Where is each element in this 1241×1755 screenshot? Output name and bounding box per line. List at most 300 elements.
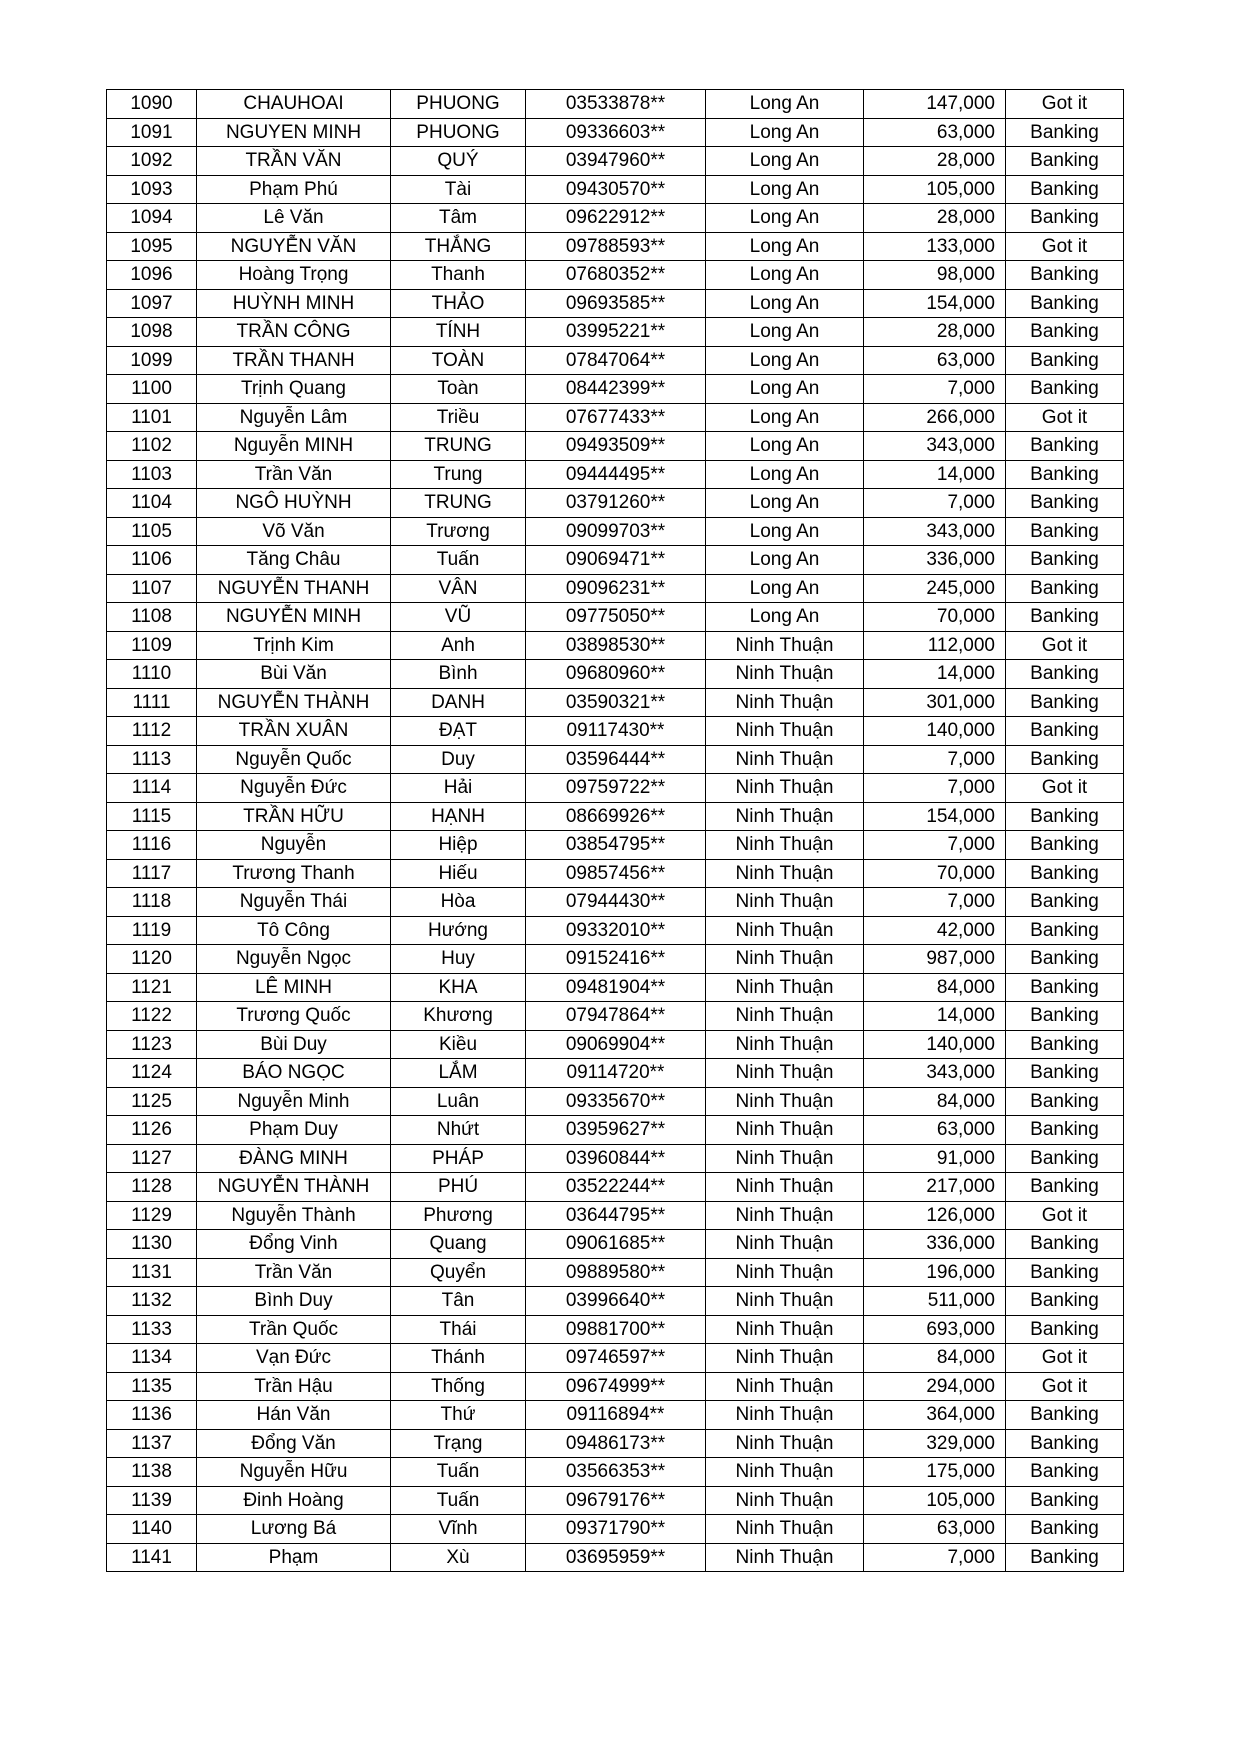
table-row <box>107 888 1124 917</box>
table-row <box>107 1030 1124 1059</box>
province-cell: Long An <box>706 574 864 603</box>
table-row <box>107 660 1124 689</box>
row-number-cell: 1129 <box>107 1201 197 1230</box>
first-name-cell: Khương <box>391 1002 526 1031</box>
first-name-cell: THẮNG <box>391 232 526 261</box>
row-number-cell: 1134 <box>107 1344 197 1373</box>
first-name-cell: Hòa <box>391 888 526 917</box>
phone-cell: 09674999** <box>526 1372 706 1401</box>
table-row <box>107 1458 1124 1487</box>
last-name-cell: Võ Văn <box>197 517 391 546</box>
payment-method-cell: Got it <box>1006 1201 1124 1230</box>
row-number-cell: 1118 <box>107 888 197 917</box>
province-cell: Ninh Thuận <box>706 660 864 689</box>
last-name-cell: Nguyễn Thái <box>197 888 391 917</box>
province-cell: Ninh Thuận <box>706 774 864 803</box>
first-name-cell: PHÚ <box>391 1173 526 1202</box>
last-name-cell: Trần Hậu <box>197 1372 391 1401</box>
payment-method-cell: Banking <box>1006 945 1124 974</box>
payment-method-cell: Banking <box>1006 318 1124 347</box>
amount-cell: 7,000 <box>864 774 1006 803</box>
table-row <box>107 204 1124 233</box>
table-row <box>107 1087 1124 1116</box>
payment-method-cell: Banking <box>1006 517 1124 546</box>
table-row <box>107 802 1124 831</box>
table-row <box>107 1201 1124 1230</box>
row-number-cell: 1131 <box>107 1258 197 1287</box>
first-name-cell: DANH <box>391 688 526 717</box>
first-name-cell: KHA <box>391 973 526 1002</box>
payment-method-cell: Banking <box>1006 688 1124 717</box>
first-name-cell: Tuấn <box>391 1486 526 1515</box>
province-cell: Long An <box>706 204 864 233</box>
row-number-cell: 1101 <box>107 403 197 432</box>
row-number-cell: 1112 <box>107 717 197 746</box>
amount-cell: 154,000 <box>864 289 1006 318</box>
province-cell: Ninh Thuận <box>706 1287 864 1316</box>
last-name-cell: Nguyễn Đức <box>197 774 391 803</box>
row-number-cell: 1116 <box>107 831 197 860</box>
payment-method-cell: Banking <box>1006 1401 1124 1430</box>
first-name-cell: Tuấn <box>391 546 526 575</box>
payment-method-cell: Banking <box>1006 1287 1124 1316</box>
phone-cell: 09881700** <box>526 1315 706 1344</box>
province-cell: Ninh Thuận <box>706 1429 864 1458</box>
last-name-cell: Phạm Phú <box>197 175 391 204</box>
first-name-cell: THẢO <box>391 289 526 318</box>
first-name-cell: Xù <box>391 1543 526 1572</box>
last-name-cell: Đổng Vinh <box>197 1230 391 1259</box>
phone-cell: 08669926** <box>526 802 706 831</box>
amount-cell: 329,000 <box>864 1429 1006 1458</box>
last-name-cell: TRẦN CÔNG <box>197 318 391 347</box>
first-name-cell: Huy <box>391 945 526 974</box>
table-row <box>107 1429 1124 1458</box>
payment-method-cell: Banking <box>1006 289 1124 318</box>
province-cell: Ninh Thuận <box>706 1116 864 1145</box>
first-name-cell: Kiều <box>391 1030 526 1059</box>
amount-cell: 364,000 <box>864 1401 1006 1430</box>
phone-cell: 09693585** <box>526 289 706 318</box>
phone-cell: 03960844** <box>526 1144 706 1173</box>
last-name-cell: TRẦN HỮU <box>197 802 391 831</box>
phone-cell: 09117430** <box>526 717 706 746</box>
amount-cell: 84,000 <box>864 973 1006 1002</box>
payment-method-cell: Banking <box>1006 831 1124 860</box>
amount-cell: 112,000 <box>864 631 1006 660</box>
payment-method-cell: Banking <box>1006 204 1124 233</box>
payment-method-cell: Banking <box>1006 346 1124 375</box>
province-cell: Ninh Thuận <box>706 1543 864 1572</box>
province-cell: Ninh Thuận <box>706 973 864 1002</box>
amount-cell: 266,000 <box>864 403 1006 432</box>
payment-method-cell: Banking <box>1006 859 1124 888</box>
amount-cell: 63,000 <box>864 1116 1006 1145</box>
payment-method-cell: Got it <box>1006 403 1124 432</box>
province-cell: Ninh Thuận <box>706 1059 864 1088</box>
amount-cell: 343,000 <box>864 517 1006 546</box>
phone-cell: 03566353** <box>526 1458 706 1487</box>
row-number-cell: 1109 <box>107 631 197 660</box>
payment-method-cell: Banking <box>1006 1258 1124 1287</box>
table-row <box>107 631 1124 660</box>
amount-cell: 343,000 <box>864 432 1006 461</box>
row-number-cell: 1122 <box>107 1002 197 1031</box>
amount-cell: 140,000 <box>864 717 1006 746</box>
payment-method-cell: Banking <box>1006 745 1124 774</box>
row-number-cell: 1114 <box>107 774 197 803</box>
province-cell: Long An <box>706 118 864 147</box>
phone-cell: 09114720** <box>526 1059 706 1088</box>
row-number-cell: 1117 <box>107 859 197 888</box>
first-name-cell: LẮM <box>391 1059 526 1088</box>
amount-cell: 336,000 <box>864 546 1006 575</box>
table-row <box>107 945 1124 974</box>
payment-method-cell: Banking <box>1006 1486 1124 1515</box>
province-cell: Long An <box>706 90 864 119</box>
payment-method-cell: Banking <box>1006 660 1124 689</box>
last-name-cell: Nguyễn MINH <box>197 432 391 461</box>
first-name-cell: Thống <box>391 1372 526 1401</box>
amount-cell: 245,000 <box>864 574 1006 603</box>
phone-cell: 03522244** <box>526 1173 706 1202</box>
first-name-cell: Hải <box>391 774 526 803</box>
table-row <box>107 1401 1124 1430</box>
province-cell: Long An <box>706 517 864 546</box>
last-name-cell: Trương Thanh <box>197 859 391 888</box>
last-name-cell: Hán Văn <box>197 1401 391 1430</box>
province-cell: Long An <box>706 546 864 575</box>
row-number-cell: 1115 <box>107 802 197 831</box>
table-row <box>107 717 1124 746</box>
last-name-cell: Nguyễn Minh <box>197 1087 391 1116</box>
phone-cell: 09096231** <box>526 574 706 603</box>
phone-cell: 09481904** <box>526 973 706 1002</box>
last-name-cell: TRẦN VĂN <box>197 147 391 176</box>
first-name-cell: Trung <box>391 460 526 489</box>
province-cell: Ninh Thuận <box>706 631 864 660</box>
payment-method-cell: Banking <box>1006 175 1124 204</box>
last-name-cell: TRẦN XUÂN <box>197 717 391 746</box>
table-row <box>107 175 1124 204</box>
amount-cell: 42,000 <box>864 916 1006 945</box>
payment-method-cell: Banking <box>1006 375 1124 404</box>
amount-cell: 63,000 <box>864 1515 1006 1544</box>
phone-cell: 03644795** <box>526 1201 706 1230</box>
province-cell: Ninh Thuận <box>706 688 864 717</box>
phone-cell: 09152416** <box>526 945 706 974</box>
phone-cell: 09061685** <box>526 1230 706 1259</box>
row-number-cell: 1139 <box>107 1486 197 1515</box>
table-row <box>107 1173 1124 1202</box>
last-name-cell: Nguyễn Thành <box>197 1201 391 1230</box>
province-cell: Ninh Thuận <box>706 1144 864 1173</box>
payment-method-cell: Banking <box>1006 916 1124 945</box>
payment-method-cell: Banking <box>1006 717 1124 746</box>
first-name-cell: Tài <box>391 175 526 204</box>
province-cell: Long An <box>706 175 864 204</box>
last-name-cell: Đổng Văn <box>197 1429 391 1458</box>
row-number-cell: 1102 <box>107 432 197 461</box>
phone-cell: 03854795** <box>526 831 706 860</box>
table-row <box>107 831 1124 860</box>
row-number-cell: 1130 <box>107 1230 197 1259</box>
amount-cell: 28,000 <box>864 147 1006 176</box>
first-name-cell: PHUONG <box>391 90 526 119</box>
row-number-cell: 1124 <box>107 1059 197 1088</box>
amount-cell: 70,000 <box>864 859 1006 888</box>
amount-cell: 133,000 <box>864 232 1006 261</box>
row-number-cell: 1138 <box>107 1458 197 1487</box>
phone-cell: 08442399** <box>526 375 706 404</box>
amount-cell: 196,000 <box>864 1258 1006 1287</box>
row-number-cell: 1108 <box>107 603 197 632</box>
table-row <box>107 1059 1124 1088</box>
province-cell: Ninh Thuận <box>706 916 864 945</box>
last-name-cell: TRẦN THANH <box>197 346 391 375</box>
amount-cell: 105,000 <box>864 175 1006 204</box>
province-cell: Ninh Thuận <box>706 888 864 917</box>
last-name-cell: NGUYỄN THANH <box>197 574 391 603</box>
first-name-cell: Luân <box>391 1087 526 1116</box>
phone-cell: 09889580** <box>526 1258 706 1287</box>
row-number-cell: 1098 <box>107 318 197 347</box>
payment-method-cell: Got it <box>1006 232 1124 261</box>
first-name-cell: Trạng <box>391 1429 526 1458</box>
table-row <box>107 318 1124 347</box>
payment-method-cell: Banking <box>1006 1116 1124 1145</box>
row-number-cell: 1093 <box>107 175 197 204</box>
payment-method-cell: Banking <box>1006 546 1124 575</box>
winners-table <box>106 89 1124 1572</box>
table-row <box>107 688 1124 717</box>
row-number-cell: 1113 <box>107 745 197 774</box>
amount-cell: 217,000 <box>864 1173 1006 1202</box>
province-cell: Long An <box>706 261 864 290</box>
row-number-cell: 1119 <box>107 916 197 945</box>
payment-method-cell: Banking <box>1006 1087 1124 1116</box>
phone-cell: 03959627** <box>526 1116 706 1145</box>
province-cell: Long An <box>706 147 864 176</box>
row-number-cell: 1133 <box>107 1315 197 1344</box>
row-number-cell: 1132 <box>107 1287 197 1316</box>
payment-method-cell: Banking <box>1006 460 1124 489</box>
first-name-cell: Toàn <box>391 375 526 404</box>
payment-method-cell: Banking <box>1006 147 1124 176</box>
province-cell: Ninh Thuận <box>706 1315 864 1344</box>
payment-method-cell: Banking <box>1006 574 1124 603</box>
table-row <box>107 403 1124 432</box>
table-row <box>107 232 1124 261</box>
phone-cell: 03590321** <box>526 688 706 717</box>
amount-cell: 301,000 <box>864 688 1006 717</box>
phone-cell: 09099703** <box>526 517 706 546</box>
table-row <box>107 289 1124 318</box>
payment-method-cell: Banking <box>1006 1515 1124 1544</box>
row-number-cell: 1107 <box>107 574 197 603</box>
phone-cell: 09332010** <box>526 916 706 945</box>
table-row <box>107 1002 1124 1031</box>
last-name-cell: Tô Công <box>197 916 391 945</box>
last-name-cell: LÊ MINH <box>197 973 391 1002</box>
phone-cell: 03596444** <box>526 745 706 774</box>
payment-method-cell: Got it <box>1006 1372 1124 1401</box>
province-cell: Ninh Thuận <box>706 1344 864 1373</box>
first-name-cell: Anh <box>391 631 526 660</box>
province-cell: Ninh Thuận <box>706 859 864 888</box>
payment-method-cell: Banking <box>1006 1458 1124 1487</box>
first-name-cell: Triều <box>391 403 526 432</box>
last-name-cell: Lương Bá <box>197 1515 391 1544</box>
amount-cell: 7,000 <box>864 375 1006 404</box>
phone-cell: 09430570** <box>526 175 706 204</box>
phone-cell: 07680352** <box>526 261 706 290</box>
last-name-cell: Nguyễn Ngọc <box>197 945 391 974</box>
last-name-cell: Bùi Văn <box>197 660 391 689</box>
last-name-cell: Tăng Châu <box>197 546 391 575</box>
province-cell: Long An <box>706 489 864 518</box>
first-name-cell: Tuấn <box>391 1458 526 1487</box>
amount-cell: 105,000 <box>864 1486 1006 1515</box>
province-cell: Long An <box>706 432 864 461</box>
last-name-cell: HUỲNH MINH <box>197 289 391 318</box>
province-cell: Long An <box>706 375 864 404</box>
phone-cell: 09746597** <box>526 1344 706 1373</box>
row-number-cell: 1104 <box>107 489 197 518</box>
first-name-cell: TRUNG <box>391 432 526 461</box>
table-row <box>107 147 1124 176</box>
row-number-cell: 1103 <box>107 460 197 489</box>
amount-cell: 63,000 <box>864 346 1006 375</box>
payment-method-cell: Banking <box>1006 1230 1124 1259</box>
first-name-cell: Tân <box>391 1287 526 1316</box>
table-row <box>107 1515 1124 1544</box>
table-body <box>107 90 1124 1572</box>
province-cell: Ninh Thuận <box>706 1201 864 1230</box>
payment-method-cell: Banking <box>1006 1543 1124 1572</box>
amount-cell: 63,000 <box>864 118 1006 147</box>
row-number-cell: 1100 <box>107 375 197 404</box>
province-cell: Ninh Thuận <box>706 831 864 860</box>
table-row <box>107 574 1124 603</box>
province-cell: Ninh Thuận <box>706 745 864 774</box>
row-number-cell: 1106 <box>107 546 197 575</box>
province-cell: Long An <box>706 603 864 632</box>
province-cell: Ninh Thuận <box>706 1030 864 1059</box>
province-cell: Ninh Thuận <box>706 1486 864 1515</box>
last-name-cell: Phạm <box>197 1543 391 1572</box>
table-row <box>107 1258 1124 1287</box>
row-number-cell: 1123 <box>107 1030 197 1059</box>
last-name-cell: Trần Quốc <box>197 1315 391 1344</box>
row-number-cell: 1090 <box>107 90 197 119</box>
row-number-cell: 1127 <box>107 1144 197 1173</box>
amount-cell: 84,000 <box>864 1087 1006 1116</box>
payment-method-cell: Banking <box>1006 973 1124 1002</box>
payment-method-cell: Banking <box>1006 1144 1124 1173</box>
payment-method-cell: Banking <box>1006 432 1124 461</box>
phone-cell: 09444495** <box>526 460 706 489</box>
amount-cell: 7,000 <box>864 489 1006 518</box>
phone-cell: 09679176** <box>526 1486 706 1515</box>
amount-cell: 147,000 <box>864 90 1006 119</box>
province-cell: Ninh Thuận <box>706 1230 864 1259</box>
row-number-cell: 1110 <box>107 660 197 689</box>
payment-method-cell: Banking <box>1006 1030 1124 1059</box>
amount-cell: 343,000 <box>864 1059 1006 1088</box>
table-row <box>107 859 1124 888</box>
first-name-cell: TOÀN <box>391 346 526 375</box>
first-name-cell: ĐẠT <box>391 717 526 746</box>
amount-cell: 70,000 <box>864 603 1006 632</box>
first-name-cell: Vĩnh <box>391 1515 526 1544</box>
payment-method-cell: Banking <box>1006 603 1124 632</box>
first-name-cell: HẠNH <box>391 802 526 831</box>
province-cell: Ninh Thuận <box>706 717 864 746</box>
amount-cell: 693,000 <box>864 1315 1006 1344</box>
last-name-cell: Nguyễn Hữu <box>197 1458 391 1487</box>
amount-cell: 28,000 <box>864 318 1006 347</box>
payment-method-cell: Banking <box>1006 261 1124 290</box>
last-name-cell: Bùi Duy <box>197 1030 391 1059</box>
payment-method-cell: Banking <box>1006 1002 1124 1031</box>
last-name-cell: Trương Quốc <box>197 1002 391 1031</box>
province-cell: Long An <box>706 460 864 489</box>
phone-cell: 03695959** <box>526 1543 706 1572</box>
row-number-cell: 1095 <box>107 232 197 261</box>
phone-cell: 03898530** <box>526 631 706 660</box>
phone-cell: 03791260** <box>526 489 706 518</box>
amount-cell: 154,000 <box>864 802 1006 831</box>
last-name-cell: CHAUHOAI <box>197 90 391 119</box>
amount-cell: 336,000 <box>864 1230 1006 1259</box>
table-row <box>107 1486 1124 1515</box>
row-number-cell: 1140 <box>107 1515 197 1544</box>
amount-cell: 7,000 <box>864 831 1006 860</box>
row-number-cell: 1125 <box>107 1087 197 1116</box>
province-cell: Ninh Thuận <box>706 1515 864 1544</box>
table-row <box>107 1372 1124 1401</box>
phone-cell: 09116894** <box>526 1401 706 1430</box>
province-cell: Ninh Thuận <box>706 802 864 831</box>
payment-method-cell: Got it <box>1006 774 1124 803</box>
first-name-cell: Phương <box>391 1201 526 1230</box>
province-cell: Ninh Thuận <box>706 1401 864 1430</box>
row-number-cell: 1094 <box>107 204 197 233</box>
phone-cell: 09486173** <box>526 1429 706 1458</box>
amount-cell: 7,000 <box>864 745 1006 774</box>
first-name-cell: PHUONG <box>391 118 526 147</box>
table-row <box>107 489 1124 518</box>
first-name-cell: Duy <box>391 745 526 774</box>
last-name-cell: NGUYEN MINH <box>197 118 391 147</box>
last-name-cell: ĐÀNG MINH <box>197 1144 391 1173</box>
first-name-cell: VŨ <box>391 603 526 632</box>
payment-method-cell: Banking <box>1006 118 1124 147</box>
phone-cell: 07944430** <box>526 888 706 917</box>
amount-cell: 98,000 <box>864 261 1006 290</box>
first-name-cell: Bình <box>391 660 526 689</box>
amount-cell: 126,000 <box>864 1201 1006 1230</box>
last-name-cell: NGUYỄN THÀNH <box>197 1173 391 1202</box>
last-name-cell: Đinh Hoàng <box>197 1486 391 1515</box>
row-number-cell: 1111 <box>107 688 197 717</box>
first-name-cell: Thánh <box>391 1344 526 1373</box>
amount-cell: 7,000 <box>864 1543 1006 1572</box>
amount-cell: 294,000 <box>864 1372 1006 1401</box>
table-row <box>107 90 1124 119</box>
row-number-cell: 1136 <box>107 1401 197 1430</box>
